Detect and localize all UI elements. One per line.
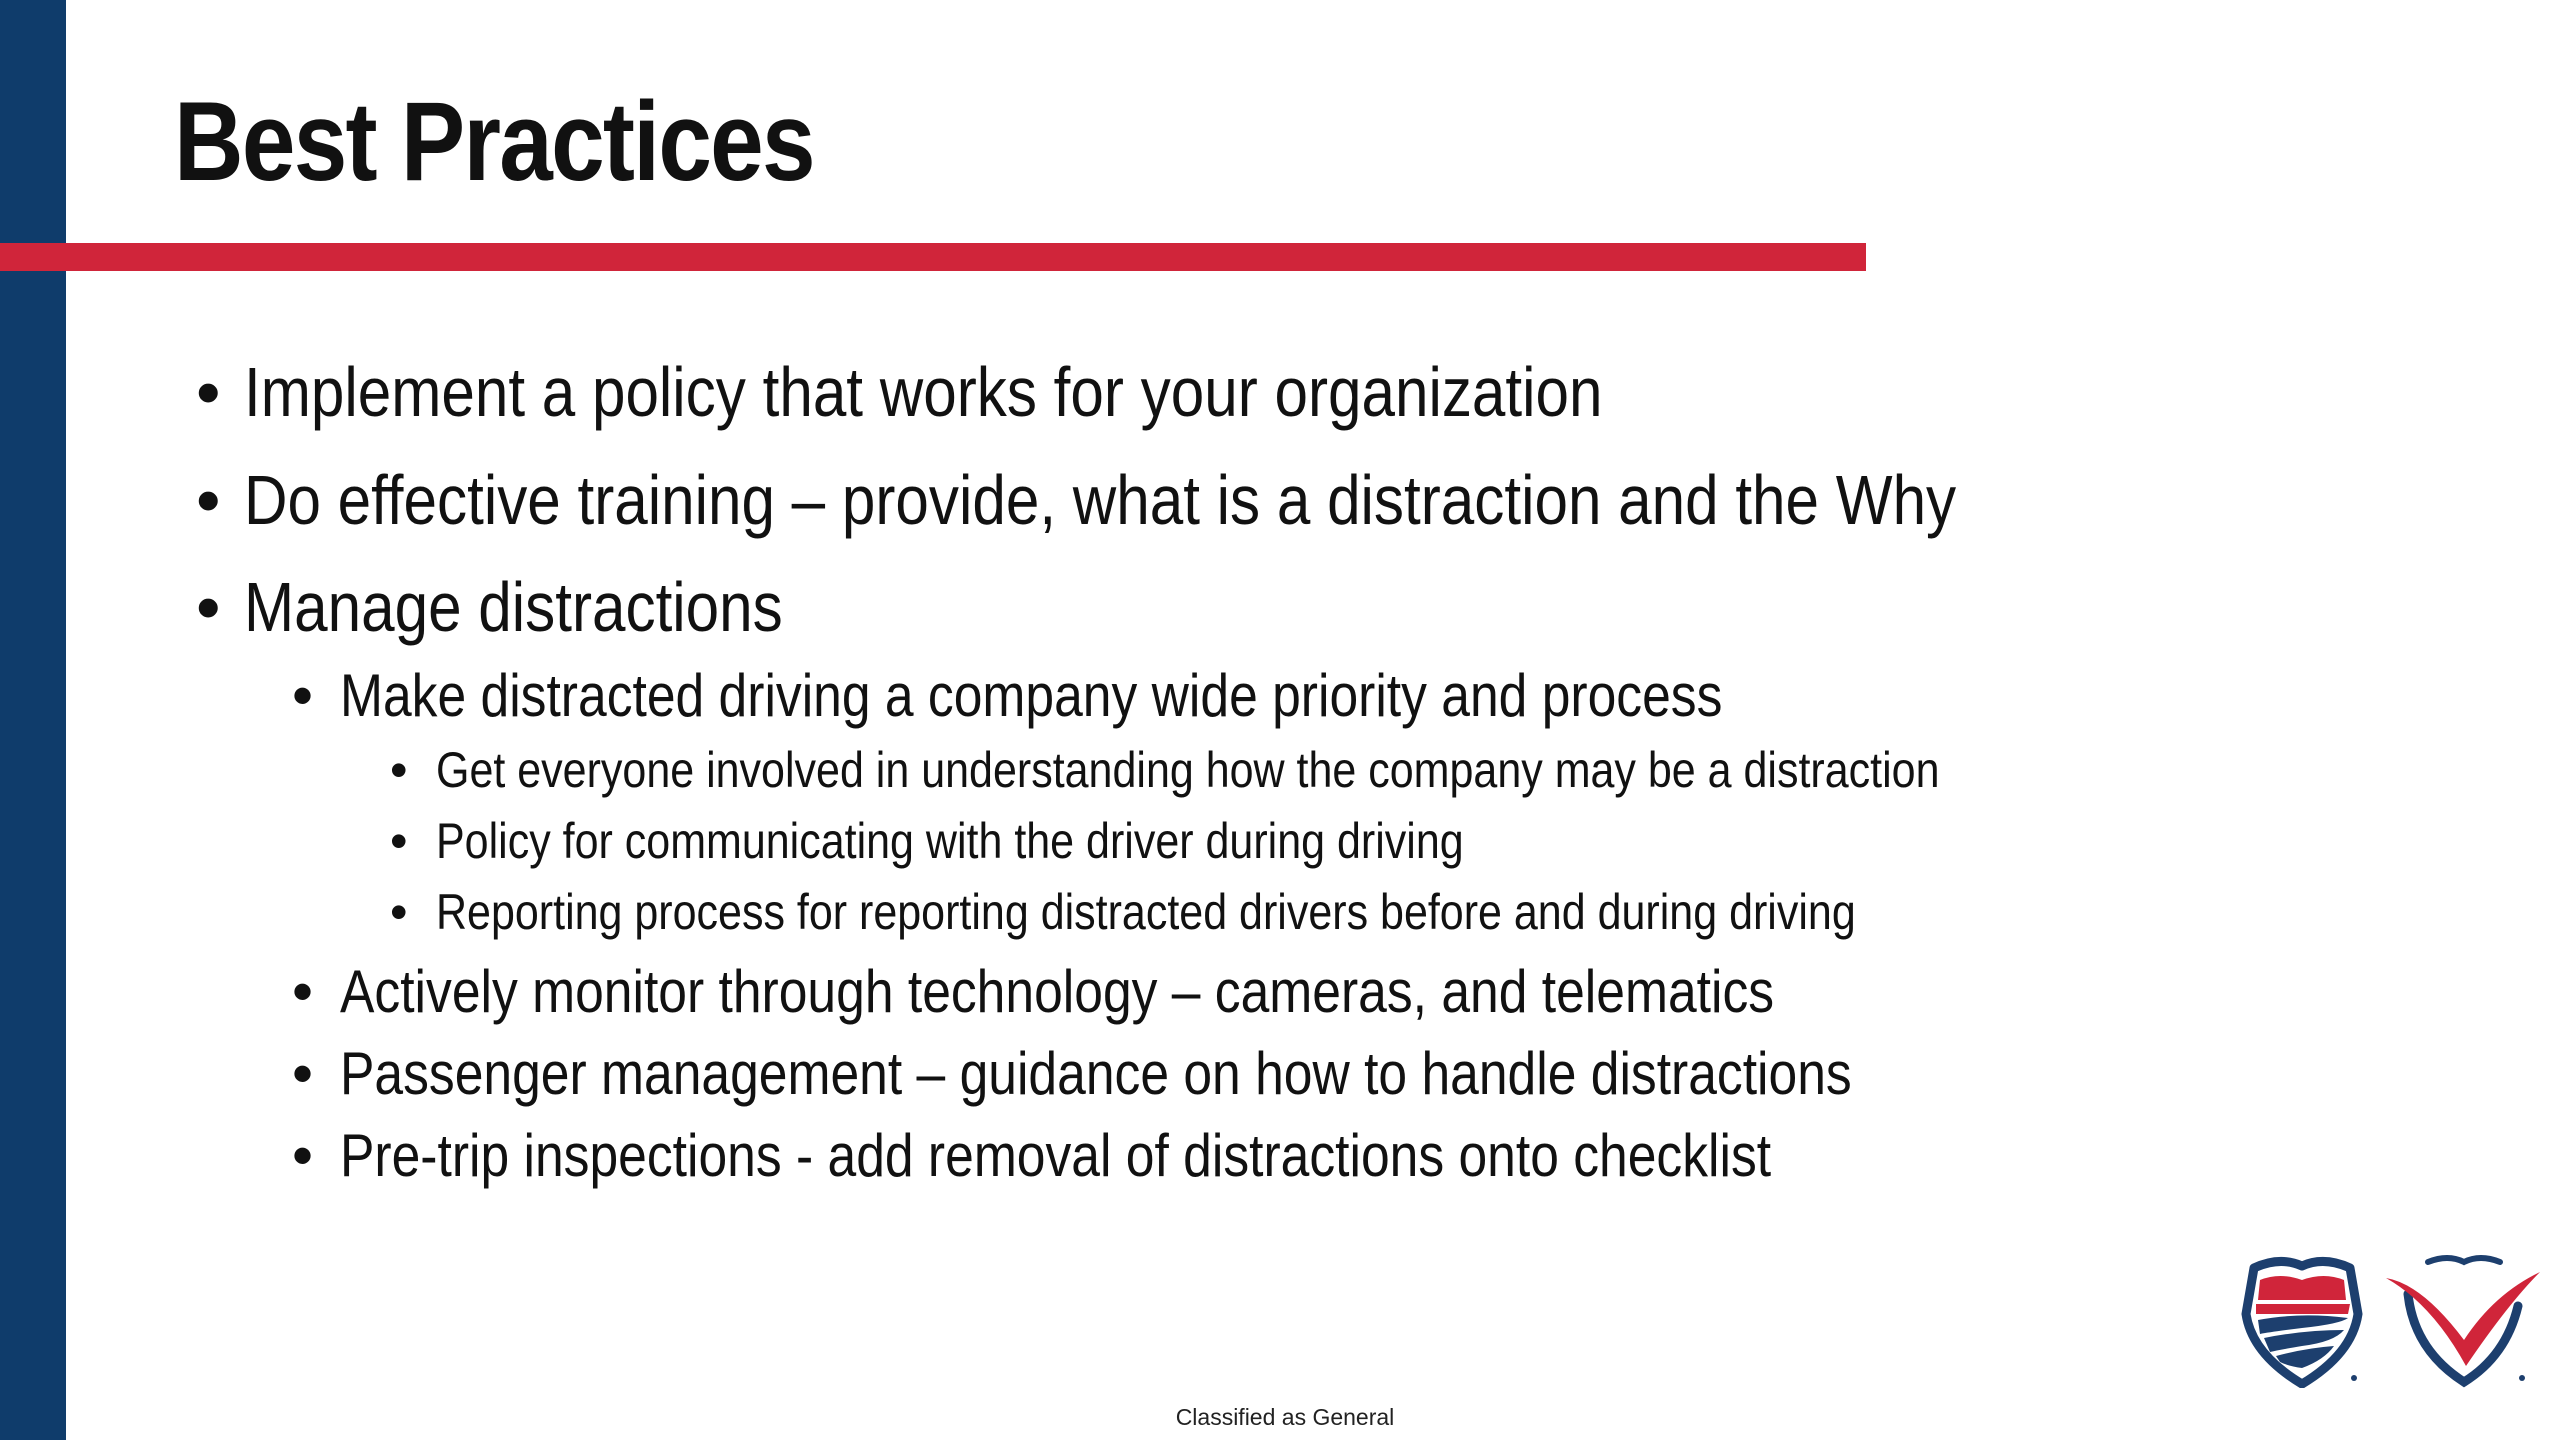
list-item xyxy=(292,660,1947,732)
list-item-text: Manage distractions xyxy=(244,568,783,646)
list-item-text: Actively monitor through technology – cameras, and telematics xyxy=(340,958,1775,1025)
list-item-text: Passenger management – guidance on how to handle distractions xyxy=(340,1040,1852,1107)
list-item-text: Policy for communicating with the driver during driving xyxy=(436,813,1464,869)
bullet-marker: • xyxy=(292,1122,314,1189)
bullet-marker: • xyxy=(292,662,314,729)
list-item-text: Get everyone involved in understanding how the company may be a distraction xyxy=(436,742,1940,798)
list-item-text: Reporting process for reporting distracted drivers before and during driving xyxy=(436,884,1856,940)
list-item-text: Make distracted driving a company wide priority and process xyxy=(340,662,1723,729)
bullet-marker: • xyxy=(390,884,408,940)
list-item xyxy=(292,1038,2098,1110)
list-item xyxy=(390,882,2087,942)
bullet-marker: • xyxy=(196,353,221,431)
list-item-text: Do effective training – provide, what is a distraction and the Why xyxy=(244,461,1957,539)
list-item xyxy=(196,565,870,649)
slide-title: Best Practices xyxy=(174,79,814,204)
classification-footer: Classified as General xyxy=(1175,1404,1395,1430)
checkmark-shield-logo-icon xyxy=(2382,1254,2542,1388)
bullet-marker: • xyxy=(196,461,221,539)
shield-logo-icon xyxy=(2240,1254,2364,1388)
bullet-marker: • xyxy=(196,568,221,646)
list-item xyxy=(196,458,2235,542)
list-item xyxy=(292,956,2008,1028)
list-item xyxy=(196,350,1824,434)
list-item-text: Implement a policy that works for your organization xyxy=(244,353,1603,431)
list-item xyxy=(390,811,1631,871)
list-item xyxy=(390,740,2184,800)
list-item-text: Pre-trip inspections - add removal of distractions onto checklist xyxy=(340,1122,1772,1189)
bullet-marker: • xyxy=(390,742,408,798)
bullet-marker: • xyxy=(292,958,314,1025)
list-item xyxy=(292,1120,2004,1192)
bullet-marker: • xyxy=(292,1040,314,1107)
bullet-marker: • xyxy=(390,813,408,869)
